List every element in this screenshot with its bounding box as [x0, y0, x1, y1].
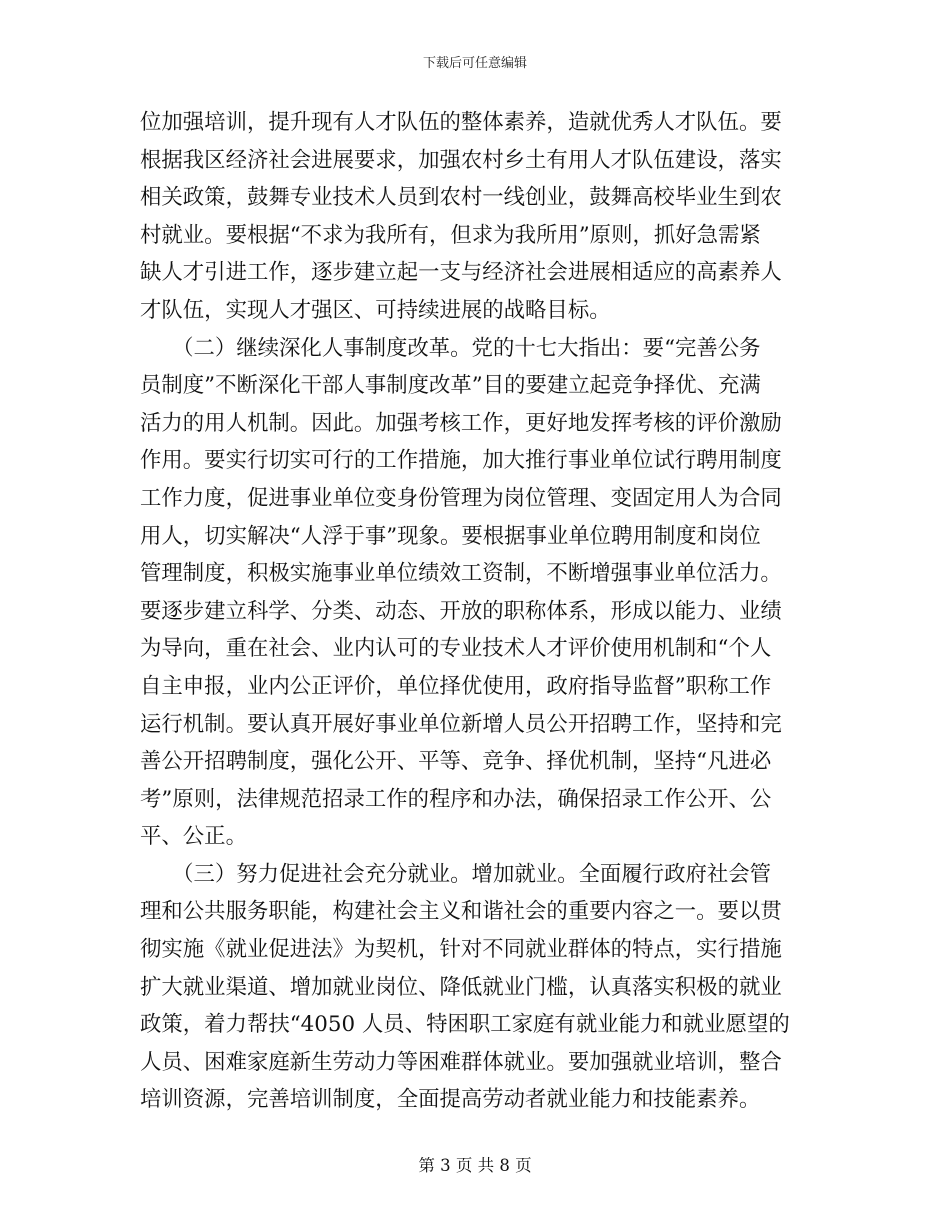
text-line: 人员、困难家庭新生劳动力等困难群体就业。要加强就业培训，整合	[140, 1049, 782, 1075]
page-header: 下载后可任意编辑	[422, 56, 527, 71]
text-line: （二）继续深化人事制度改革。党的十七大指出：要“完善公务	[140, 335, 761, 361]
text-line: 作用。要实行切实可行的工作措施，加大推行事业单位试行聘用制度	[140, 448, 782, 474]
text-line: 政策，着力帮扶“4050 人员、特困职工家庭有就业能力和就业愿望的	[140, 1012, 790, 1038]
text-line: 管理制度，积极实施事业单位绩效工资制，不断增强事业单位活力。	[140, 561, 782, 587]
text-line: 理和公共服务职能，构建社会主义和谐社会的重要内容之一。要以贯	[140, 899, 782, 925]
text-line: （三）努力促进社会充分就业。增加就业。全面履行政府社会管	[140, 861, 772, 887]
body-text	[140, 104, 816, 1119]
text-line: 根据我区经济社会进展要求，加强农村乡土有用人才队伍建设，落实	[140, 147, 782, 173]
text-line: 培训资源，完善培训制度，全面提高劳动者就业能力和技能素养。	[140, 1087, 761, 1113]
text-line: 善公开招聘制度，强化公开、平等、竞争、择优机制，坚持“凡进必	[140, 749, 772, 775]
text-line: 平、公正。	[140, 824, 247, 850]
text-line: 员制度”不断深化干部人事制度改革”目的要建立起竞争择优、充满	[140, 373, 761, 399]
text-line: 考”原则，法律规范招录工作的程序和办法，确保招录工作公开、公	[140, 786, 772, 812]
page-footer: 第 3 页 共 8 页	[418, 1156, 532, 1175]
text-line: 运行机制。要认真开展好事业单位新增人员公开招聘工作，坚持和完	[140, 711, 782, 737]
text-line: 为导向，重在社会、业内认可的专业技术人才评价使用机制和“个人	[140, 636, 772, 662]
text-line: 用人，切实解决“人浮于事”现象。要根据事业单位聘用制度和岗位	[140, 523, 761, 549]
text-line: 村就业。要根据“不求为我所有，但求为我所用”原则，抓好急需紧	[140, 222, 761, 248]
text-line: 活力的用人机制。因此。加强考核工作，更好地发挥考核的评价激励	[140, 410, 782, 436]
text-line: 彻实施《就业促进法》为契机，针对不同就业群体的特点，实行措施	[140, 937, 782, 963]
text-line: 工作力度，促进事业单位变身份管理为岗位管理、变固定用人为合同	[140, 485, 782, 511]
text-line: 才队伍，实现人才强区、可持续进展的战略目标。	[140, 297, 611, 323]
text-line: 自主申报，业内公正评价，单位择优使用，政府指导监督”职称工作	[140, 673, 772, 699]
text-line: 相关政策，鼓舞专业技术人员到农村一线创业，鼓舞高校毕业生到农	[140, 185, 782, 211]
text-line: 缺人才引进工作，逐步建立起一支与经济社会进展相适应的高素养人	[140, 260, 782, 286]
text-line: 位加强培训，提升现有人才队伍的整体素养，造就优秀人才队伍。要	[140, 110, 782, 135]
text-line: 要逐步建立科学、分类、动态、开放的职称体系，形成以能力、业绩	[140, 598, 782, 624]
text-line: 扩大就业渠道、增加就业岗位、降低就业门槛，认真落实积极的就业	[140, 974, 782, 1000]
